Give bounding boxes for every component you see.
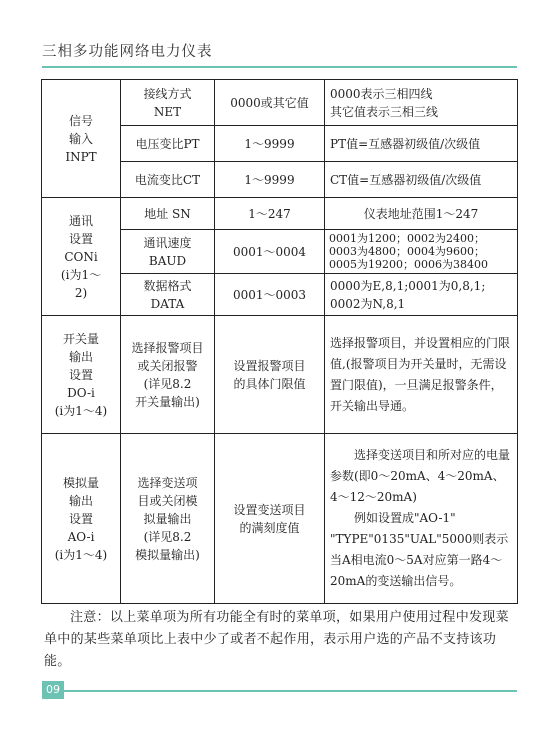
desc-cell: PT值=互感器初级值/次级值 <box>325 126 518 162</box>
desc-paragraph: 选择变送项目和所对应的电量参数(即0～20mA、4～20mA、4～12～20mA) <box>330 448 511 504</box>
footer-divider <box>60 690 517 692</box>
param-cell: 接线方式 NET <box>121 80 215 126</box>
range-cell: 设置变送项目 的满刻度值 <box>215 434 325 604</box>
group-cell: 信号 输入 INPT <box>42 80 121 198</box>
param-cell: 电压变比PT <box>121 126 215 162</box>
range-cell: 1～247 <box>215 198 325 230</box>
range-cell: 0001～0004 <box>215 230 325 274</box>
range-cell: 0001～0003 <box>215 274 325 316</box>
desc-cell: 0000为E,8,1;0001为0,8,1; 0002为N,8,1 <box>325 274 518 316</box>
param-cell: 电流变比CT <box>121 162 215 198</box>
group-cell: 通讯 设置 CONi (i为1～ 2) <box>42 198 121 316</box>
param-cell: 选择变送项 目或关闭模 拟量输出 (详见8.2 模拟量输出) <box>121 434 215 604</box>
range-cell: 设置报警项目 的具体门限值 <box>215 316 325 434</box>
desc-paragraph: 例如设置成"AO-1" "TYPE"0135"UAL"5000则表示当A相电流0～5A对应第一路4～20mA的变送输出信号。 <box>330 511 509 588</box>
header-divider <box>42 66 517 68</box>
desc-cell: CT值=互感器初级值/次级值 <box>325 162 518 198</box>
desc-cell: 0000表示三相四线 其它值表示三相三线 <box>325 80 518 126</box>
table-row <box>42 316 518 434</box>
range-cell: 1～9999 <box>215 162 325 198</box>
page-header-title: 三相多功能网络电力仪表 <box>42 44 213 60</box>
param-cell: 地址 SN <box>121 198 215 230</box>
range-cell: 0000或其它值 <box>215 80 325 126</box>
desc-cell: 选择报警项目，并设置相应的门限值,(报警项目为开关量时，无需设置门限值)，一旦满足报警条件，开关输出导通。 <box>325 316 518 434</box>
group-cell: 模拟量 输出 设置 AO-i (i为1～4) <box>42 434 121 604</box>
group-cell: 开关量 输出 设置 DO-i (i为1～4) <box>42 316 121 434</box>
parameter-table <box>41 79 518 604</box>
range-cell: 1～9999 <box>215 126 325 162</box>
param-cell: 选择报警项目 或关闭报警 (详见8.2 开关量输出) <box>121 316 215 434</box>
desc-cell: 仪表地址范围1～247 <box>325 198 518 230</box>
desc-cell: 0001为1200；0002为2400； 0003为4800；0004为9600； 0005为19200；0006为38400 <box>325 230 518 274</box>
param-cell: 数据格式 DATA <box>121 274 215 316</box>
table-row <box>42 80 518 126</box>
table-row <box>42 434 518 604</box>
desc-cell <box>325 434 518 604</box>
note-paragraph <box>44 607 520 673</box>
table-row <box>42 198 518 230</box>
note-text: 注意：以上菜单项为所有功能全有时的菜单项，如果用户使用过程中发现菜单中的某些菜单项比上表中少了或者不起作用，表示用户选的产品不支持该功能。 <box>44 610 509 669</box>
param-cell: 通讯速度 BAUD <box>121 230 215 274</box>
page-number: 09 <box>42 681 64 699</box>
